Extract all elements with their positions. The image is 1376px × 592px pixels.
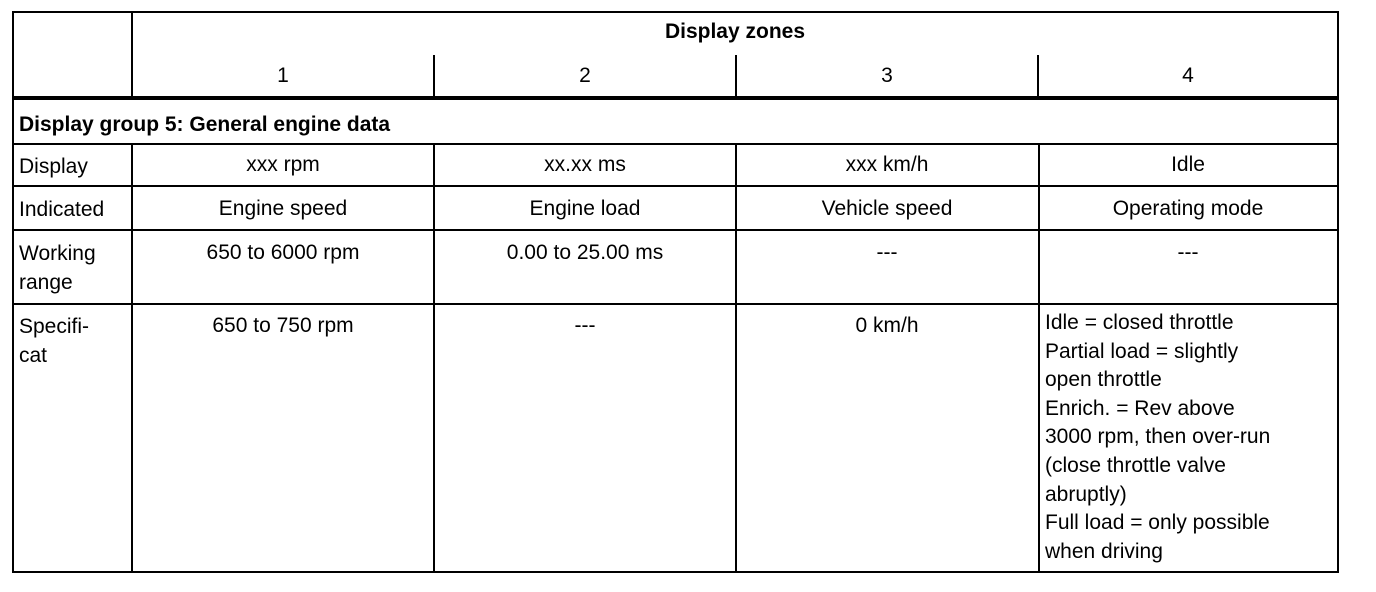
row-line-1 [14,185,1337,187]
display-zone-2: xx.xx ms [544,153,626,176]
row-label-specification: Specifi- cat [19,315,90,367]
zone-number-3: 3 [881,64,893,87]
specification-zone-4: Idle = closed throttle Partial load = slightly open throttle Enrich. = Rev above 3000 rpm, then over-run (close throttle valve abruptly) Full load = only possible when driving [1045,311,1271,563]
row-label-display: Display [19,155,88,178]
zone-number-1: 1 [277,64,289,87]
display-zone-3: xxx km/h [845,153,929,176]
row-line-3 [14,303,1337,305]
group-title: Display group 5: General engine data [19,113,391,136]
zone-number-4: 4 [1182,64,1194,87]
working-range-zone-2: 0.00 to 25.00 ms [506,241,664,264]
specification-zone-1: 650 to 750 rpm [212,314,354,337]
working-range-zone-1: 650 to 6000 rpm [206,241,360,264]
specification-zone-2: --- [574,314,596,337]
group-row-line [14,143,1337,145]
indicated-zone-3: Vehicle speed [821,197,953,220]
indicated-zone-1: Engine speed [218,197,348,220]
zone-number-2: 2 [579,64,591,87]
row-label-indicated: Indicated [19,198,105,221]
specification-zone-3: 0 km/h [855,314,919,337]
row-line-2 [14,229,1337,231]
indicated-zone-4: Operating mode [1112,197,1264,220]
row-label-working-range: Working range [19,242,96,294]
display-zone-4: Idle [1171,153,1205,176]
indicated-zone-2: Engine load [529,197,641,220]
display-zone-1: xxx rpm [246,153,320,176]
working-range-zone-4: --- [1177,241,1199,264]
engine-data-table [12,11,1339,573]
display-zones-heading: Display zones [664,20,806,43]
working-range-zone-3: --- [876,241,898,264]
header-thick-line [14,96,1337,100]
